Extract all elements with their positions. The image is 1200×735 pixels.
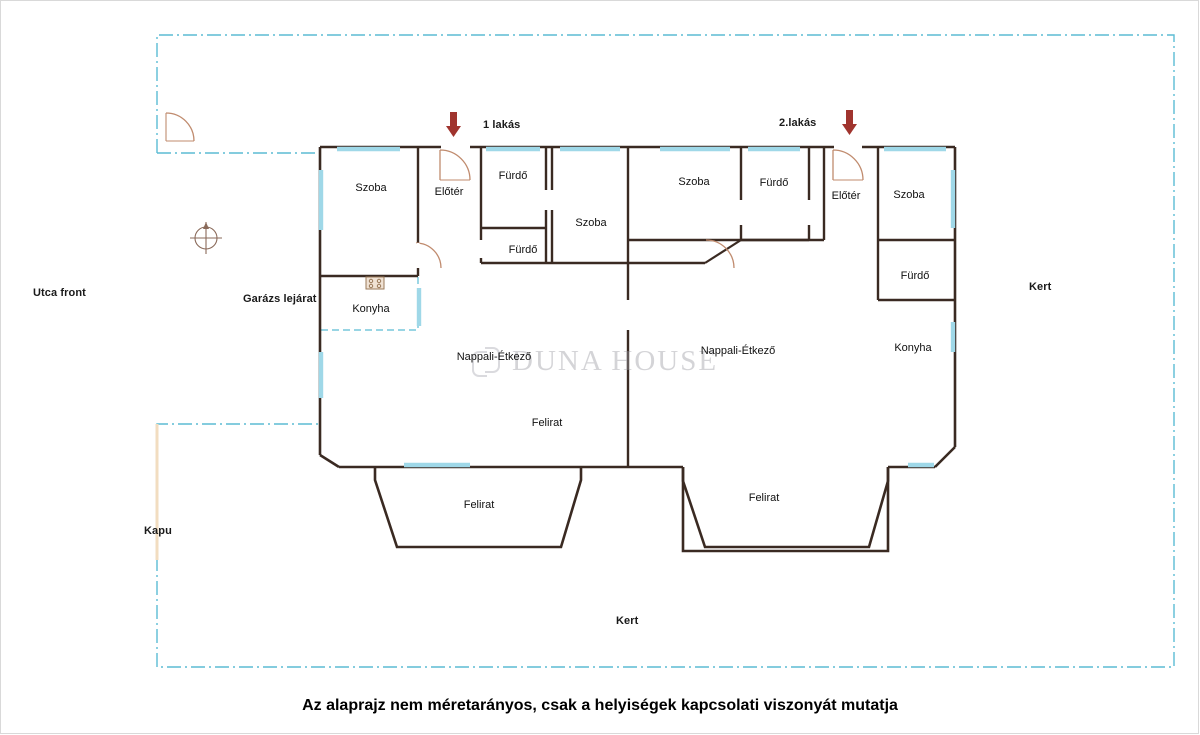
svg-text:i: i	[205, 229, 207, 235]
building-outline	[320, 147, 955, 551]
room-szoba-left: Szoba	[355, 182, 387, 194]
room-konyha-left: Konyha	[352, 303, 390, 315]
room-elotér-right: Előtér	[831, 190, 861, 202]
garazs-lejarat-label: Garázs lejárat	[243, 293, 317, 305]
terraces	[375, 467, 888, 547]
kert-bottom-label: Kert	[616, 615, 639, 627]
room-furdo-left-top: Fürdő	[498, 170, 528, 182]
room-szoba-right-1: Szoba	[678, 176, 710, 188]
apartment-2-label: 2.lakás	[779, 117, 817, 129]
compass-icon	[190, 222, 222, 254]
room-furdo-left-bottom: Fürdő	[508, 244, 538, 256]
room-szoba-center: Szoba	[575, 217, 607, 229]
room-szoba-right-2: Szoba	[893, 189, 925, 201]
apartment-1-label: 1 lakás	[483, 119, 521, 131]
stove-icon	[366, 277, 384, 289]
room-felirat-left-upper: Felirat	[531, 417, 563, 429]
room-felirat-bottom-left: Felirat	[463, 499, 495, 511]
kapu-label: Kapu	[144, 525, 172, 537]
door-gaps	[320, 147, 878, 360]
room-furdo-right-top: Fürdő	[759, 177, 789, 189]
room-furdo-right-bottom: Fürdő	[900, 270, 930, 282]
room-felirat-bottom-right: Felirat	[748, 492, 780, 504]
plan-caption: Az alaprajz nem méretarányos, csak a helyiségek kapcsolati viszonyát mutatja	[302, 697, 898, 714]
room-nappali-etkezo-right: Nappali-Étkező	[700, 345, 776, 357]
plot-boundary	[157, 35, 1174, 667]
arrow-apartment-1	[446, 112, 461, 137]
room-nappali-etkezo-left: Nappali-Étkező	[456, 351, 532, 363]
kert-right-label: Kert	[1029, 281, 1052, 293]
watermark-text: DUNA HOUSE	[512, 345, 719, 377]
room-konyha-right: Konyha	[894, 342, 932, 354]
utca-front-label: Utca front	[33, 287, 86, 299]
room-elotér-left: Előtér	[434, 186, 464, 198]
arrow-apartment-2	[842, 110, 857, 135]
